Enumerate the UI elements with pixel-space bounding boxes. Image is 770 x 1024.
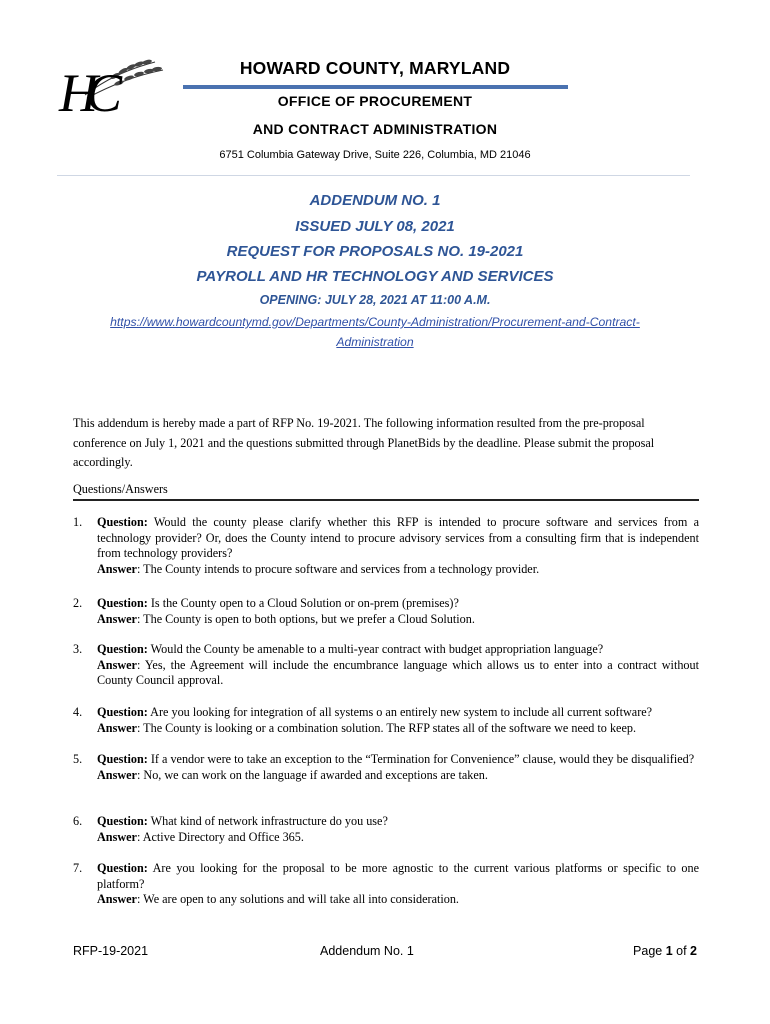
procurement-link-line-1[interactable]: https://www.howardcountymd.gov/Departments/County-Administration/Procurement-and-Contract- bbox=[110, 315, 640, 329]
question-text: If a vendor were to take an exception to the “Termination for Convenience” clause, would they be disqualified? bbox=[150, 752, 695, 766]
question-label: Question: bbox=[97, 642, 148, 656]
qa-number: 7. bbox=[73, 861, 83, 875]
question-label: Question: bbox=[97, 515, 148, 529]
answer-label: Answer bbox=[97, 611, 137, 626]
question-label: Question: bbox=[97, 814, 148, 828]
question-text: Would the county please clarify whether this RFP is intended to procure software and services from a technology provider? Or, does the County intend to procure advisory services from a consulting firm that is independent from technology providers? bbox=[97, 515, 699, 561]
question-label: Question: bbox=[97, 861, 148, 875]
qa-number: 5. bbox=[73, 752, 83, 766]
answer-label: Answer bbox=[97, 720, 137, 735]
qa-item bbox=[73, 515, 699, 577]
addendum-issued: ISSUED JULY 08, 2021 bbox=[295, 218, 455, 235]
qa-item bbox=[73, 642, 699, 689]
procurement-link[interactable] bbox=[70, 313, 680, 352]
opening-date: OPENING: JULY 28, 2021 AT 11:00 A.M. bbox=[259, 293, 491, 307]
procurement-link-line-2[interactable]: Administration bbox=[336, 334, 414, 349]
qa-item bbox=[73, 705, 699, 736]
question-text: Are you looking for the proposal to be more agnostic to the current various platforms or specific to one platform? bbox=[97, 861, 700, 891]
county-title: HOWARD COUNTY, MARYLAND bbox=[239, 58, 511, 78]
page-of: of bbox=[672, 944, 691, 958]
answer-text: : The County is open to both options, but we prefer a Cloud Solution. bbox=[136, 611, 475, 626]
question-text: Are you looking for integration of all systems o an entirely new system to include all current software? bbox=[150, 705, 653, 719]
footer-rfp-number: RFP-19-2021 bbox=[73, 944, 149, 958]
office-address: 6751 Columbia Gateway Drive, Suite 226, Columbia, MD 21046 bbox=[219, 149, 531, 161]
answer-text: : The County is looking or a combination solution. The RFP states all of the software we need to keep. bbox=[136, 720, 636, 735]
logo-letters: HC bbox=[59, 63, 111, 123]
county-logo bbox=[55, 40, 170, 145]
answer-text: : Yes, the Agreement will include the encumbrance language which allows us to enter into a contract without County Council approval. bbox=[97, 657, 699, 688]
question-text: Is the County open to a Cloud Solution or on-prem (premises)? bbox=[150, 596, 459, 610]
qa-heading: Questions/Answers bbox=[73, 482, 168, 496]
intro-paragraph: This addendum is hereby made a part of RFP No. 19-2021. The following information resulted from the pre-proposal conference on July 1, 2021 and the questions submitted through PlanetBids by the deadline. Please submit the proposal accordingly. bbox=[73, 416, 655, 469]
page-prefix: Page bbox=[633, 944, 666, 958]
header-divider bbox=[57, 175, 690, 176]
qa-item bbox=[73, 752, 699, 783]
office-line-1: OFFICE OF PROCUREMENT bbox=[277, 93, 473, 109]
answer-label: Answer bbox=[97, 829, 137, 844]
answer-label: Answer bbox=[97, 561, 137, 576]
office-line-2: AND CONTRACT ADMINISTRATION bbox=[252, 121, 498, 137]
page-total: 2 bbox=[690, 944, 697, 958]
qa-number: 4. bbox=[73, 705, 83, 719]
answer-text: : Active Directory and Office 365. bbox=[136, 829, 304, 844]
qa-number: 1. bbox=[73, 515, 83, 529]
answer-text: : We are open to any solutions and will take all into consideration. bbox=[136, 892, 459, 907]
question-label: Question: bbox=[97, 705, 148, 719]
answer-text: : No, we can work on the language if awarded and exceptions are taken. bbox=[136, 767, 488, 782]
qa-heading-rule bbox=[73, 499, 699, 501]
answer-label: Answer bbox=[97, 657, 137, 672]
question-label: Question: bbox=[97, 752, 148, 766]
qa-number: 6. bbox=[73, 814, 83, 828]
qa-number: 2. bbox=[73, 596, 83, 610]
header-blue-rule bbox=[183, 85, 568, 89]
qa-item bbox=[73, 596, 699, 627]
qa-item bbox=[73, 814, 699, 845]
footer-addendum: Addendum No. 1 bbox=[320, 944, 414, 958]
footer-page-number bbox=[633, 944, 697, 958]
addendum-number: ADDENDUM NO. 1 bbox=[309, 192, 441, 209]
rfp-number: REQUEST FOR PROPOSALS NO. 19-2021 bbox=[226, 243, 524, 260]
qa-item bbox=[73, 861, 699, 908]
answer-label: Answer bbox=[97, 892, 137, 907]
answer-label: Answer bbox=[97, 767, 137, 782]
question-text: Would the County be amenable to a multi-year contract with budget appropriation language? bbox=[150, 642, 604, 656]
project-title: PAYROLL AND HR TECHNOLOGY AND SERVICES bbox=[196, 268, 554, 285]
qa-number: 3. bbox=[73, 642, 83, 656]
answer-text: : The County intends to procure software and services from a technology provider. bbox=[136, 561, 540, 576]
question-label: Question: bbox=[97, 596, 148, 610]
question-text: What kind of network infrastructure do you use? bbox=[150, 814, 388, 828]
page-current: 1 bbox=[665, 944, 673, 958]
